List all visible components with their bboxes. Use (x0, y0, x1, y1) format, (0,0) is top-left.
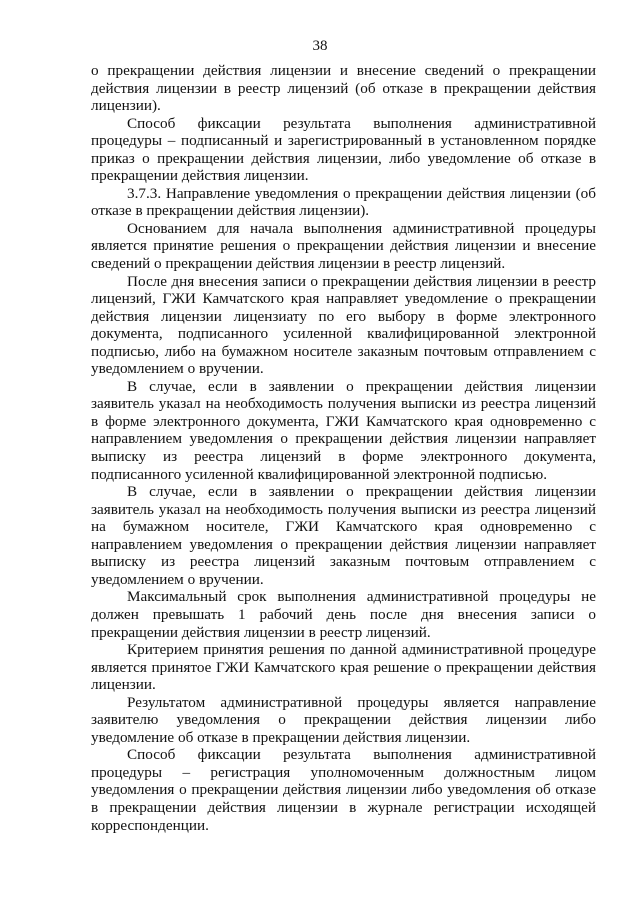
paragraph-procedure-result: Результатом административной процедуры является направление заявителю уведомления о прекращении действия лицензии либо уведомление об отказе в прекращении действия лицензии. (91, 693, 596, 746)
page-number: 38 (312, 38, 328, 54)
paragraph-result-fixation: Способ фиксации результата выполнения административной процедуры – регистрация уполномоченным должностным лицом уведомления о прекращении действия лицензии либо уведомления об отказе в прекращении действия лицензии в журнале регистрации исходящей корреспонденции. (91, 746, 596, 834)
paragraph-fixation-method: Способ фиксации результата выполнения административной процедуры – подписанный и зарегистрированный в установленном порядке приказ о прекращении действия лицензии, либо уведомление об отказе в прекращении действия лицензии. (91, 114, 596, 185)
paragraph-max-term: Максимальный срок выполнения административной процедуры не должен превышать 1 рабочий день после дня внесения записи о прекращении действия лицензии в реестр лицензий. (91, 588, 596, 641)
section-heading-3-7-3: 3.7.3. Направление уведомления о прекращении действия лицензии (об отказе в прекращении действия лицензии). (91, 184, 596, 220)
paragraph-paper-extract: В случае, если в заявлении о прекращении действия лицензии заявитель указал на необходимость получения выписки из реестра лицензий на бумажном носителе, ГЖИ Камчатского края одновременно с направлением уведомления о прекращении действия лицензии направляет выписку из реестра лицензий заказным почтовым отправлением с уведомлением о вручении. (91, 483, 596, 588)
paragraph-notification-sending: После дня внесения записи о прекращении действия лицензии в реестр лицензий, ГЖИ Камчатского края направляет уведомление о прекращении действия лицензии лицензиату по его выбору в форме электронного документа, подписанного усиленной квалифицированной электронной подписью, либо на бумажном носителе заказным почтовым отправлением с уведомлением о вручении. (91, 272, 596, 378)
paragraph-basis: Основанием для начала выполнения административной процедуры является принятие решения о прекращении действия лицензии и внесение сведений о прекращении действия лицензии в реестр лицензий. (91, 219, 596, 273)
paragraph-electronic-extract: В случае, если в заявлении о прекращении действия лицензии заявитель указал на необходимость получения выписки из реестра лицензий в форме электронного документа, ГЖИ Камчатского края одновременно с направлением уведомления о прекращении действия лицензии направляет выписку из реестра лицензий в форме электронного документа, подписанного усиленной квалифицированной электронной подписью. (91, 377, 596, 483)
document-body (91, 62, 596, 834)
paragraph-continuation: о прекращении действия лицензии и внесение сведений о прекращении действия лицензии в реестр лицензий (об отказе в прекращении действия лицензии). (91, 62, 596, 115)
paragraph-decision-criterion: Критерием принятия решения по данной административной процедуре является принятое ГЖИ Камчатского края решение о прекращении действия лицензии. (91, 641, 596, 694)
